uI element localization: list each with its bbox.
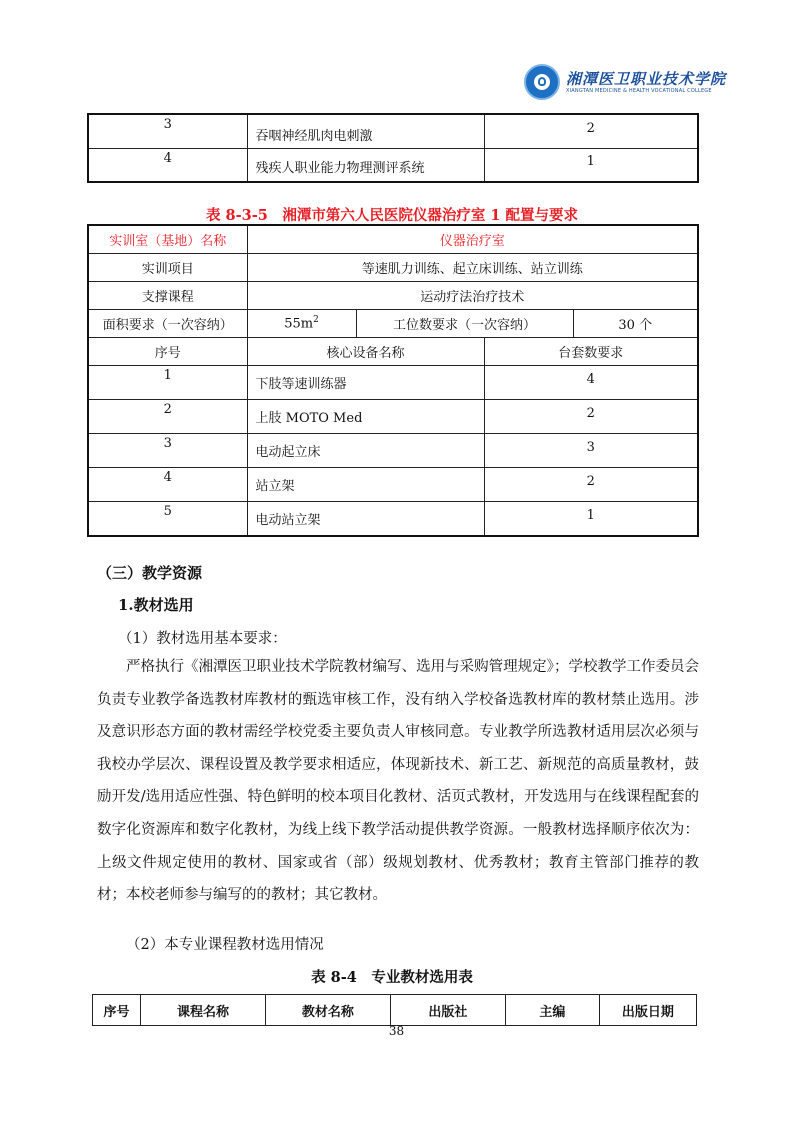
table-row xyxy=(88,502,698,537)
row-number: 5 xyxy=(88,502,247,537)
room-label: 实训室（基地）名称 xyxy=(88,225,247,254)
area-label: 面积要求（一次容纳） xyxy=(88,310,247,338)
body-paragraph: 严格执行《湘潭医卫职业技术学院教材编写、选用与采购管理规定》；学校教学工作委员会负责专业教学备选教材库教材的甄选审核工作，没有纳入学校备选教材库的教材禁止选用。涉及意识形态方面的教材需经学校党委主要负责人审核同意。专业教学所选教材适用层次必须与我校办学层次、课程设置及教学要求相适应，体现新技术、新工艺、新规范的高质量教材，鼓励开发/选用适应性强、特色鲜明的校本项目化教材、活页式教材，开发选用与在线课程配套的数字化资源库和数字化教材，为线上线下教学活动提供教学资源。一般教材选择顺序依次为：上级文件规定使用的教材、国家或省（部）级规划教材、优秀教材；教育主管部门推荐的教材；本校老师参与编写的的教材；其它教材。 xyxy=(97,659,699,904)
quantity: 2 xyxy=(484,400,698,434)
quantity: 2 xyxy=(484,114,698,149)
table-row xyxy=(88,434,698,468)
table-row-course xyxy=(88,282,698,310)
course-value: 运动疗法治疗技术 xyxy=(247,282,698,310)
quantity: 4 xyxy=(484,366,698,400)
equipment-name: 残疾人职业能力物理测评系统 xyxy=(247,149,484,183)
table-header-row xyxy=(93,995,697,1026)
column-header-number: 序号 xyxy=(88,338,247,366)
column-header-number: 序号 xyxy=(93,995,141,1026)
table-row-project xyxy=(88,254,698,282)
college-emblem-icon xyxy=(524,64,560,100)
course-label: 支撑课程 xyxy=(88,282,247,310)
table-caption-8-4: 表 8-4 专业教材选用表 xyxy=(311,969,473,986)
area-value xyxy=(247,310,356,338)
textbook-selection-table xyxy=(92,994,697,1026)
equipment-name: 电动起立床 xyxy=(247,434,484,468)
table-header-row xyxy=(88,338,698,366)
room-value: 仪器治疗室 xyxy=(247,225,698,254)
column-header-quantity: 台套数要求 xyxy=(484,338,698,366)
table-row xyxy=(88,149,698,183)
column-header-editor: 主编 xyxy=(506,995,600,1026)
table-row-area xyxy=(88,310,698,338)
column-header-publisher: 出版社 xyxy=(390,995,505,1026)
logo-english-name: XIANGTAN MEDICINE & HEALTH VOCATIONAL COLLEGE xyxy=(566,88,712,94)
section-heading: （三）教学资源 xyxy=(97,564,203,582)
area-unit-superscript: 2 xyxy=(313,315,319,326)
stations-label: 工位数要求（一次容纳） xyxy=(356,310,573,338)
equipment-name: 站立架 xyxy=(247,468,484,502)
project-value: 等速肌力训练、起立床训练、站立训练 xyxy=(247,254,698,282)
quantity: 1 xyxy=(484,502,698,537)
equipment-config-table xyxy=(87,224,699,537)
project-label: 实训项目 xyxy=(88,254,247,282)
column-header-publish-date: 出版日期 xyxy=(599,995,696,1026)
row-number: 4 xyxy=(88,468,247,502)
item-1-heading: （1）教材选用基本要求： xyxy=(118,631,287,647)
column-header-textbook: 教材名称 xyxy=(265,995,390,1026)
row-number: 4 xyxy=(88,149,247,183)
quantity: 3 xyxy=(484,434,698,468)
row-number: 2 xyxy=(88,400,247,434)
table-row xyxy=(88,468,698,502)
table-row xyxy=(88,400,698,434)
area-number: 55m xyxy=(284,316,314,332)
table-caption-8-3-5: 表 8-3-5 湘潭市第六人民医院仪器治疗室 1 配置与要求 xyxy=(205,207,579,224)
item-2-heading: （2）本专业课程教材选用情况 xyxy=(126,937,324,953)
equipment-name: 下肢等速训练器 xyxy=(247,366,484,400)
equipment-name: 电动站立架 xyxy=(247,502,484,537)
column-header-equipment: 核心设备名称 xyxy=(247,338,484,366)
equipment-name xyxy=(247,400,484,434)
row-number: 3 xyxy=(88,114,247,149)
equipment-name-text: 上肢 MOTO Med xyxy=(255,411,363,426)
college-logo xyxy=(524,64,727,104)
quantity: 2 xyxy=(484,468,698,502)
column-header-course: 课程名称 xyxy=(141,995,266,1026)
quantity: 1 xyxy=(484,149,698,183)
equipment-name: 吞咽神经肌肉电刺激 xyxy=(247,114,484,149)
table-row-room xyxy=(88,225,698,254)
previous-table-continuation xyxy=(87,113,699,183)
stations-value: 30 个 xyxy=(573,310,698,338)
row-number: 3 xyxy=(88,434,247,468)
logo-chinese-name: 湘潭医卫职业技术学院 xyxy=(566,70,727,88)
row-number: 1 xyxy=(88,366,247,400)
subsection-heading: 1.教材选用 xyxy=(118,596,194,614)
page-number: 38 xyxy=(388,1024,405,1038)
table-row xyxy=(88,114,698,149)
table-row xyxy=(88,366,698,400)
